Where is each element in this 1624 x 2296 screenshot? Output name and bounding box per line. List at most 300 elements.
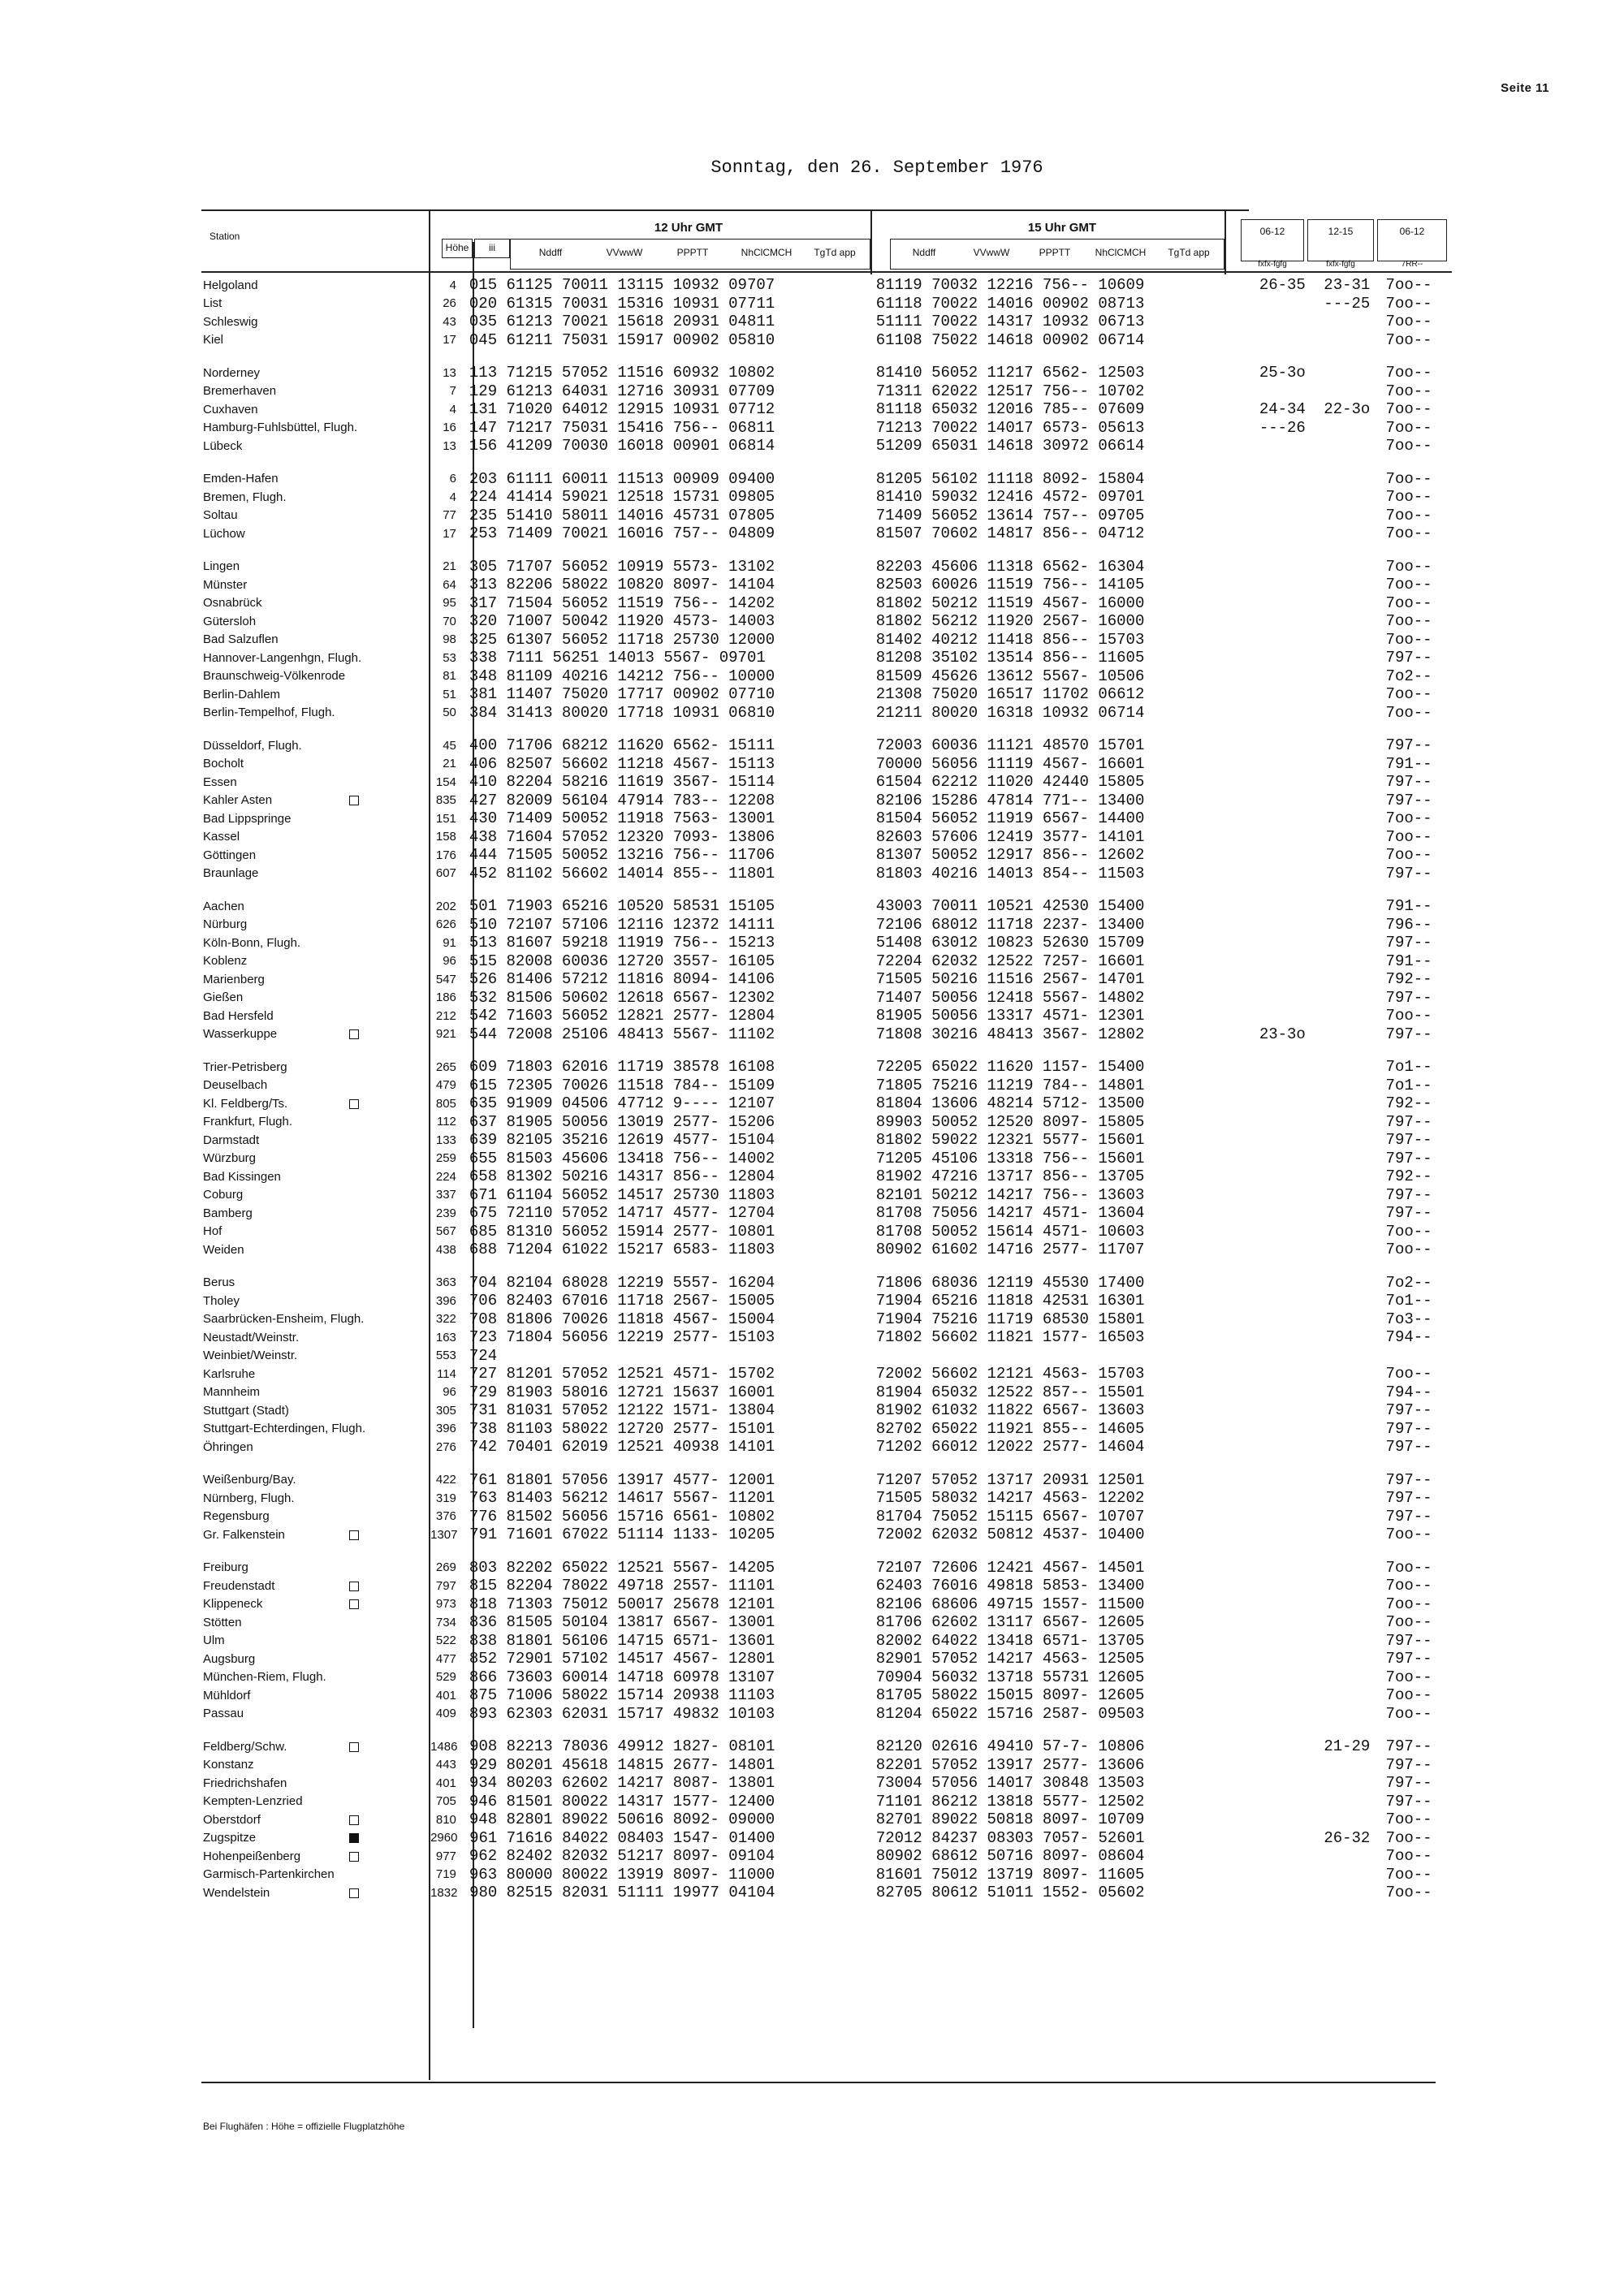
station-label: Deuselbach — [203, 1078, 268, 1093]
obs-12utc: 438 71604 57052 12320 7093- 13806 — [469, 827, 775, 846]
station-name — [201, 527, 430, 541]
station-label: Cuxhaven — [203, 402, 258, 416]
station-name — [201, 739, 430, 753]
obs-15utc: 81410 56052 11217 6562- 12503 — [875, 364, 1145, 382]
obs-12utc: 131 71020 64012 12915 10931 07712 — [469, 400, 775, 419]
precip-06-12: 7oo-- — [1385, 313, 1432, 331]
precip-06-12: 7oo-- — [1385, 276, 1432, 295]
obs-12utc: 526 81406 57212 11816 8094- 14106 — [469, 970, 775, 989]
table-row — [201, 736, 1452, 755]
station-label: Bad Kissingen — [203, 1169, 281, 1184]
obs-15utc: 70904 56032 13718 55731 12605 — [875, 1668, 1145, 1686]
station-height: 98 — [443, 632, 456, 647]
obs-15utc: 82705 80612 51011 1552- 05602 — [875, 1884, 1145, 1902]
station-name — [201, 775, 430, 789]
obs-12utc: 609 71803 62016 11719 38578 16108 — [469, 1058, 775, 1077]
obs-12utc: 671 61104 56052 14517 25730 11803 — [469, 1185, 775, 1204]
mountain-station-square-icon — [349, 1099, 359, 1109]
precip-06-12: 797-- — [1385, 864, 1432, 883]
obs-15utc: 81507 70602 14817 856-- 04712 — [875, 524, 1145, 543]
station-height: 977 — [435, 1849, 456, 1863]
station-group — [201, 276, 1452, 349]
mountain-station-square-icon — [349, 796, 359, 805]
station-name — [201, 1115, 430, 1129]
obs-12utc: 381 11407 75020 17717 00902 07710 — [469, 685, 775, 704]
table-row — [201, 934, 1452, 952]
station-name — [201, 757, 430, 770]
table-row — [201, 594, 1452, 613]
obs-12utc: 224 41414 59021 12518 15731 09805 — [469, 488, 775, 507]
table-row — [201, 1150, 1452, 1168]
obs-12utc: 875 71006 58022 15714 20938 11103 — [469, 1686, 775, 1705]
precip-06-12: 797-- — [1385, 1438, 1432, 1457]
obs-15utc: 72107 72606 12421 4567- 14501 — [875, 1558, 1145, 1577]
station-label: Kassel — [203, 830, 240, 844]
obs-15utc: 81902 61032 11822 6567- 13603 — [875, 1401, 1145, 1420]
precip-06-12: 797-- — [1385, 1507, 1432, 1526]
station-height: 154 — [435, 775, 456, 789]
precip-06-12: 797-- — [1385, 1755, 1432, 1774]
station-label: Saarbrücken-Ensheim, Flugh. — [203, 1312, 365, 1327]
station-label: Gießen — [203, 990, 244, 1005]
station-label: Aachen — [203, 899, 244, 913]
obs-15utc: 71409 56052 13614 757-- 09705 — [875, 506, 1145, 524]
table-row — [201, 1884, 1452, 1902]
station-height: 734 — [435, 1615, 456, 1629]
obs-15utc: 72106 68012 11718 2237- 13400 — [875, 915, 1145, 934]
station-name — [201, 1776, 430, 1790]
station-height: 91 — [443, 935, 456, 950]
precip-06-12: 7o3-- — [1385, 1310, 1432, 1328]
station-name — [201, 1151, 430, 1165]
mountain-station-square-icon — [349, 1599, 359, 1609]
table-row — [201, 916, 1452, 934]
station-height: 81 — [443, 669, 456, 684]
station-name — [201, 1188, 430, 1202]
table-row — [201, 649, 1452, 667]
station-height: 276 — [435, 1439, 456, 1454]
station-label: Bad Salzuflen — [203, 632, 279, 647]
station-name — [201, 1422, 430, 1435]
col-1215-header: 12-15 — [1328, 226, 1354, 237]
gmt12-col-tgtd: TgTd app — [814, 247, 856, 258]
station-height: 224 — [435, 1169, 456, 1184]
table-row — [201, 364, 1452, 382]
obs-12utc: 320 71007 50042 11920 4573- 14003 — [469, 612, 775, 631]
table-row — [201, 1328, 1452, 1347]
obs-15utc: 89903 50052 12520 8097- 15805 — [875, 1112, 1145, 1131]
station-label: Gr. Falkenstein — [203, 1527, 285, 1542]
table-row — [201, 1204, 1452, 1223]
obs-12utc: 929 80201 45618 14815 2677- 14801 — [469, 1755, 775, 1774]
obs-12utc: 946 81501 80022 14317 1577- 12400 — [469, 1792, 775, 1810]
station-name — [201, 1886, 430, 1900]
obs-12utc: 723 71804 56056 12219 2577- 15103 — [469, 1328, 775, 1347]
precip-06-12: 7oo-- — [1385, 1810, 1432, 1829]
table-row — [201, 295, 1452, 313]
gmt12-header: 12 Uhr GMT — [654, 221, 723, 235]
precip-06-12: 7oo-- — [1385, 557, 1432, 576]
station-height: 921 — [435, 1027, 456, 1042]
obs-12utc: 305 71707 56052 10919 5573- 13102 — [469, 557, 775, 576]
station-height: 322 — [435, 1312, 456, 1327]
station-label: Köln-Bonn, Flugh. — [203, 935, 301, 950]
gmt15-col-vvwww: VVwwW — [973, 247, 1010, 258]
obs-12utc: 962 82402 82032 51217 8097- 09104 — [469, 1847, 775, 1866]
gmt15-col-ppptt: PPPTT — [1039, 247, 1071, 258]
station-height: 45 — [443, 738, 456, 753]
station-height: 77 — [443, 508, 456, 523]
obs-12utc: 406 82507 56602 11218 4567- 15113 — [469, 754, 775, 773]
station-label: Neustadt/Weinstr. — [203, 1330, 300, 1344]
obs-12utc: 838 81801 56106 14715 6571- 13601 — [469, 1631, 775, 1650]
precip-06-12: 7o1-- — [1385, 1058, 1432, 1077]
obs-12utc: 452 81102 56602 14014 855-- 11801 — [469, 864, 775, 883]
gust-12-15: 22-3o — [1324, 400, 1371, 419]
station-name — [201, 1579, 430, 1593]
station-height: 4 — [449, 490, 456, 504]
station-label: Freudenstadt — [203, 1578, 275, 1593]
obs-12utc: 724 — [469, 1346, 498, 1365]
obs-15utc: 72204 62032 12522 7257- 16601 — [875, 952, 1145, 970]
precip-06-12: 7oo-- — [1385, 846, 1432, 865]
station-name — [201, 1831, 430, 1845]
gmt12-col-ppptt: PPPTT — [676, 247, 709, 258]
station-label: Münster — [203, 577, 248, 592]
header-top-rule — [201, 209, 1249, 211]
table-row — [201, 685, 1452, 704]
table-row — [201, 755, 1452, 774]
precip-06-12: 797-- — [1385, 1112, 1432, 1131]
station-group — [201, 1274, 1452, 1457]
obs-15utc: 71802 56602 11821 1577- 16503 — [875, 1328, 1145, 1347]
table-row — [201, 612, 1452, 631]
footer-rule — [201, 2082, 1436, 2083]
precip-06-12: 7oo-- — [1385, 418, 1432, 437]
station-name — [201, 1440, 430, 1454]
station-height: 443 — [435, 1758, 456, 1772]
obs-12utc: 815 82204 78022 49718 2557- 11101 — [469, 1577, 775, 1595]
iii-header: iii — [489, 242, 495, 253]
mountain-station-square-icon — [349, 1029, 359, 1039]
station-name — [201, 1133, 430, 1147]
table-row — [201, 952, 1452, 971]
obs-12utc: 045 61211 75031 15917 00902 05810 — [469, 330, 775, 349]
precip-06-12: 7oo-- — [1385, 382, 1432, 400]
station-name — [201, 812, 430, 826]
obs-15utc: 71311 62022 12517 756-- 10702 — [875, 382, 1145, 400]
table-row — [201, 1810, 1452, 1829]
station-label: Friedrichshafen — [203, 1776, 287, 1790]
table-row — [201, 507, 1452, 525]
station-height: 202 — [435, 899, 456, 913]
station-label: Lingen — [203, 559, 240, 574]
table-row — [201, 331, 1452, 350]
obs-15utc: 81704 75052 15115 6567- 10707 — [875, 1507, 1145, 1526]
table-row — [201, 1774, 1452, 1793]
obs-15utc: 61108 75022 14618 00902 06714 — [875, 330, 1145, 349]
station-name — [201, 384, 430, 398]
obs-12utc: 738 81103 58022 12720 2577- 15101 — [469, 1419, 775, 1438]
precip-06-12: 797-- — [1385, 1650, 1432, 1668]
precip-06-12: 7oo-- — [1385, 1847, 1432, 1866]
station-label: Öhringen — [203, 1439, 253, 1454]
table-row — [201, 1058, 1452, 1077]
obs-15utc: 81119 70032 12216 756-- 10609 — [875, 276, 1145, 295]
station-label: Wendelstein — [203, 1885, 270, 1900]
obs-15utc: 71904 75216 11719 68530 15801 — [875, 1310, 1145, 1328]
obs-15utc: 71213 70022 14017 6573- 05613 — [875, 418, 1145, 437]
mountain-station-square-icon — [349, 1888, 359, 1898]
gust-06-12: 25-3o — [1259, 364, 1306, 382]
precip-06-12: 7oo-- — [1385, 1222, 1432, 1241]
precip-06-12: 797-- — [1385, 1204, 1432, 1223]
station-label: Hof — [203, 1224, 222, 1239]
table-row — [201, 1420, 1452, 1439]
precip-06-12: 7oo-- — [1385, 1595, 1432, 1613]
station-height: 16 — [443, 421, 456, 435]
filled-square-icon — [349, 1833, 359, 1843]
station-height: 401 — [435, 1776, 456, 1790]
obs-15utc: 81708 50052 15614 4571- 10603 — [875, 1222, 1145, 1241]
station-label: Bocholt — [203, 757, 244, 771]
station-label: Feldberg/Schw. — [203, 1739, 287, 1754]
precip-06-12: 7oo-- — [1385, 685, 1432, 704]
station-height: 797 — [435, 1578, 456, 1593]
table-row — [201, 1668, 1452, 1687]
station-name — [201, 1740, 430, 1754]
station-name — [201, 472, 430, 486]
station-name — [201, 1813, 430, 1827]
table-row — [201, 828, 1452, 847]
station-height: 70 — [443, 614, 456, 628]
table-row — [201, 1007, 1452, 1025]
obs-12utc: 532 81506 50602 12618 6567- 12302 — [469, 988, 775, 1007]
obs-15utc: 82503 60026 11519 756-- 14105 — [875, 576, 1145, 594]
precip-06-12: 796-- — [1385, 915, 1432, 934]
table-row — [201, 1292, 1452, 1310]
station-label: Coburg — [203, 1188, 244, 1202]
station-height: 305 — [435, 1403, 456, 1418]
col-1215-sub: fxfx-fgfg — [1326, 260, 1355, 269]
obs-15utc: 72003 60036 11121 48570 15701 — [875, 736, 1145, 755]
obs-15utc: 81905 50056 13317 4571- 12301 — [875, 1007, 1145, 1025]
table-row — [201, 667, 1452, 686]
station-label: Mannheim — [203, 1385, 261, 1400]
precip-06-12: 7oo-- — [1385, 524, 1432, 543]
obs-12utc: 430 71409 50052 11918 7563- 13001 — [469, 809, 775, 828]
station-height: 376 — [435, 1509, 456, 1524]
obs-12utc: 776 81502 56056 15716 6561- 10802 — [469, 1507, 775, 1526]
station-height: 319 — [435, 1491, 456, 1505]
obs-12utc: 961 71616 84022 08403 1547- 01400 — [469, 1828, 775, 1847]
precip-06-12: 794-- — [1385, 1328, 1432, 1347]
obs-12utc: 908 82213 78036 49912 1827- 08101 — [469, 1737, 775, 1756]
col-divider-12 — [870, 209, 872, 274]
obs-12utc: 731 81031 57052 12122 1571- 13804 — [469, 1401, 775, 1420]
station-name — [201, 278, 430, 292]
station-name — [201, 1009, 430, 1023]
station-label: Marienberg — [203, 972, 265, 986]
obs-12utc: 513 81607 59218 11919 756-- 15213 — [469, 934, 775, 952]
station-name — [201, 1616, 430, 1629]
table-row — [201, 1595, 1452, 1614]
station-height: 835 — [435, 793, 456, 808]
station-height: 547 — [435, 972, 456, 986]
station-name — [201, 1849, 430, 1863]
precip-06-12: 7oo-- — [1385, 1686, 1432, 1705]
station-group — [201, 897, 1452, 1043]
obs-15utc: 71904 65216 11818 42531 16301 — [875, 1292, 1145, 1310]
station-label: List — [203, 296, 222, 311]
station-label: Bremerhaven — [203, 384, 277, 399]
precip-06-12: 797-- — [1385, 773, 1432, 792]
obs-12utc: 317 71504 56052 11519 756-- 14202 — [469, 593, 775, 612]
station-label: Braunlage — [203, 866, 259, 881]
station-name — [201, 1312, 430, 1326]
station-name — [201, 1078, 430, 1092]
station-height: 212 — [435, 1008, 456, 1023]
station-label: Klippeneck — [203, 1597, 263, 1612]
obs-15utc: 71805 75216 11219 784-- 14801 — [875, 1076, 1145, 1094]
station-name — [201, 990, 430, 1004]
station-name — [201, 1707, 430, 1720]
obs-12utc: 410 82204 58216 11619 3567- 15114 — [469, 773, 775, 792]
precip-06-12: 7o1-- — [1385, 1292, 1432, 1310]
station-group — [201, 1737, 1452, 1902]
table-row — [201, 437, 1452, 455]
obs-15utc: 72012 84237 08303 7057- 52601 — [875, 1828, 1145, 1847]
obs-15utc: 81504 56052 11919 6567- 14400 — [875, 809, 1145, 828]
station-label: Wasserkuppe — [203, 1027, 278, 1042]
precip-06-12: 7oo-- — [1385, 1365, 1432, 1383]
obs-12utc: 685 81310 56052 15914 2577- 10801 — [469, 1222, 775, 1241]
station-label: Karlsruhe — [203, 1366, 256, 1381]
station-name — [201, 830, 430, 844]
obs-12utc: 313 82206 58022 10820 8097- 14104 — [469, 576, 775, 594]
obs-15utc: 80902 61602 14716 2577- 11707 — [875, 1241, 1145, 1259]
obs-15utc: 82603 57606 12419 3577- 14101 — [875, 827, 1145, 846]
obs-15utc: 81904 65032 12522 857-- 15501 — [875, 1383, 1145, 1401]
table-row — [201, 1793, 1452, 1811]
obs-15utc: 71207 57052 13717 20931 12501 — [875, 1470, 1145, 1489]
station-label: Augsburg — [203, 1651, 256, 1666]
table-row — [201, 558, 1452, 576]
mountain-station-square-icon — [349, 1530, 359, 1540]
station-height: 719 — [435, 1867, 456, 1882]
obs-15utc: 81307 50052 12917 856-- 12602 — [875, 846, 1145, 865]
station-label: Düsseldorf, Flugh. — [203, 738, 302, 753]
table-row — [201, 970, 1452, 989]
col-0612a-header: 06-12 — [1259, 226, 1285, 237]
station-name — [201, 866, 430, 880]
station-label: Ulm — [203, 1634, 225, 1648]
precip-06-12: 7oo-- — [1385, 576, 1432, 594]
station-height: 396 — [435, 1422, 456, 1436]
obs-12utc: 675 72110 57052 14717 4577- 12704 — [469, 1204, 775, 1223]
obs-12utc: 729 81903 58016 12721 15637 16001 — [469, 1383, 775, 1401]
header-bottom-rule — [201, 271, 1452, 273]
station-label: Konstanz — [203, 1758, 254, 1772]
table-row — [201, 792, 1452, 810]
station-label: Göttingen — [203, 848, 257, 862]
obs-12utc: 637 81905 50056 13019 2577- 15206 — [469, 1112, 775, 1131]
precip-06-12: 7oo-- — [1385, 1007, 1432, 1025]
mountain-station-square-icon — [349, 1582, 359, 1591]
col-divider-15 — [1224, 209, 1226, 274]
obs-12utc: 147 71217 75031 15416 756-- 06811 — [469, 418, 775, 437]
obs-15utc: 82701 89022 50818 8097- 10709 — [875, 1810, 1145, 1829]
station-height: 337 — [435, 1188, 456, 1202]
station-label: Freiburg — [203, 1560, 248, 1575]
precip-06-12: 797-- — [1385, 1025, 1432, 1043]
station-height: 239 — [435, 1206, 456, 1220]
station-name — [201, 1206, 430, 1220]
table-row — [201, 1489, 1452, 1508]
precip-06-12: 7oo-- — [1385, 1558, 1432, 1577]
station-height: 363 — [435, 1275, 456, 1290]
station-name — [201, 1367, 430, 1381]
station-height: 810 — [435, 1812, 456, 1827]
station-height: 409 — [435, 1707, 456, 1721]
station-name — [201, 1473, 430, 1487]
station-label: Nürburg — [203, 917, 248, 932]
precip-06-12: 791-- — [1385, 754, 1432, 773]
obs-12utc: 763 81403 56212 14617 5567- 11201 — [469, 1489, 775, 1508]
station-height: 607 — [435, 866, 456, 881]
station-name — [201, 1867, 430, 1881]
obs-15utc: 81708 75056 14217 4571- 13604 — [875, 1204, 1145, 1223]
gust-12-15: 21-29 — [1324, 1737, 1371, 1756]
obs-12utc: 963 80000 80022 13919 8097- 11000 — [469, 1865, 775, 1884]
station-label: Kahler Asten — [203, 793, 273, 808]
obs-15utc: 81205 56102 11118 8092- 15804 — [875, 469, 1145, 488]
obs-12utc: 852 72901 57102 14517 4567- 12801 — [469, 1650, 775, 1668]
station-height: 7 — [449, 384, 456, 399]
table-row — [201, 1094, 1452, 1113]
station-height: 133 — [435, 1133, 456, 1147]
table-row — [201, 1241, 1452, 1259]
obs-12utc: 836 81505 50104 13817 6567- 13001 — [469, 1613, 775, 1632]
station-name — [201, 1528, 430, 1542]
obs-15utc: 51408 63012 10823 52630 15709 — [875, 934, 1145, 952]
precip-06-12: 797-- — [1385, 1792, 1432, 1810]
station-label: Kl. Feldberg/Ts. — [203, 1096, 288, 1111]
station-height: 96 — [443, 954, 456, 969]
station-name — [201, 578, 430, 592]
table-row — [201, 313, 1452, 331]
station-label: Soltau — [203, 508, 238, 523]
station-name — [201, 1404, 430, 1418]
station-height: 158 — [435, 830, 456, 844]
obs-15utc: 71505 58032 14217 4563- 12202 — [875, 1489, 1145, 1508]
obs-15utc: 82702 65022 11921 855-- 14605 — [875, 1419, 1145, 1438]
table-row — [201, 1401, 1452, 1420]
station-header: Station — [209, 231, 240, 242]
station-name — [201, 333, 430, 347]
station-name — [201, 1294, 430, 1308]
station-height: 6 — [449, 472, 456, 486]
obs-15utc: 81803 40216 14013 854-- 11503 — [875, 864, 1145, 883]
obs-12utc: 501 71903 65216 10520 58531 15105 — [469, 897, 775, 916]
station-name — [201, 1652, 430, 1666]
table-row — [201, 809, 1452, 828]
station-name — [201, 421, 430, 434]
station-name — [201, 439, 430, 453]
obs-15utc: 81802 50212 11519 4567- 16000 — [875, 593, 1145, 612]
station-name — [201, 508, 430, 522]
table-row — [201, 1613, 1452, 1632]
